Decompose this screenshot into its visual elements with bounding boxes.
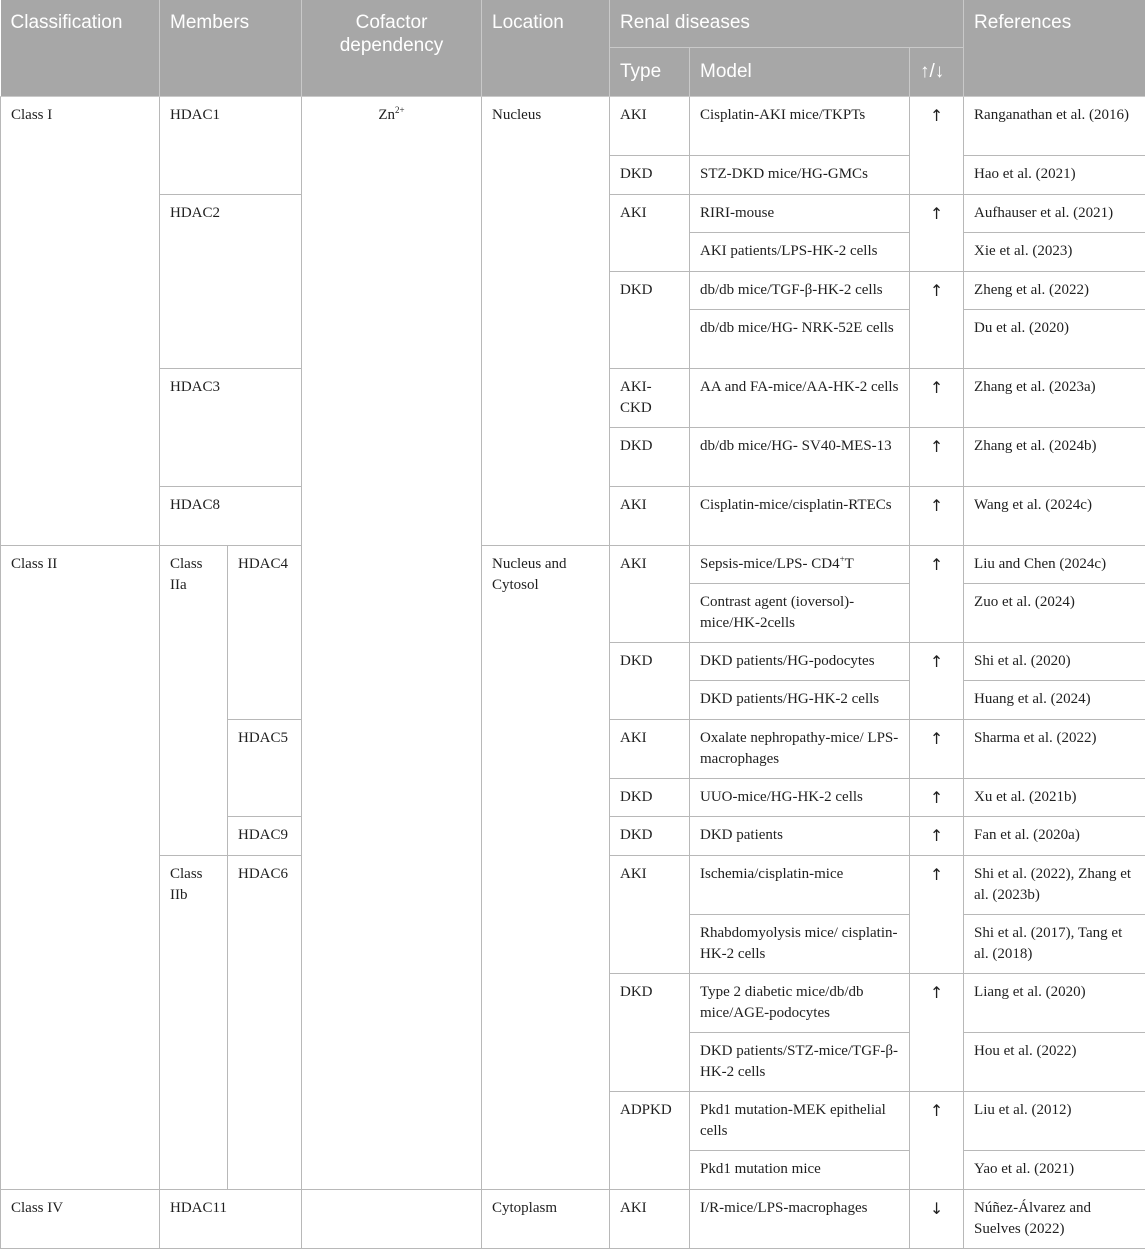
reference-cell: Shi et al. (2022), Zhang et al. (2023b)	[964, 855, 1145, 914]
type-cell: AKI	[610, 545, 690, 642]
cofactor-cell	[302, 96, 482, 1189]
up-arrow-icon: ↑	[910, 855, 964, 973]
reference-cell: Xu et al. (2021b)	[964, 778, 1145, 816]
model-cell: AA and FA-mice/AA-HK-2 cells	[690, 368, 910, 427]
type-cell: DKD	[610, 427, 690, 486]
model-cell: DKD patients/STZ-mice/TGF-β-HK-2 cells	[690, 1032, 910, 1091]
type-cell: DKD	[610, 778, 690, 816]
type-cell: DKD	[610, 155, 690, 194]
type-cell: AKI-CKD	[610, 368, 690, 427]
type-cell: AKI	[610, 194, 690, 271]
header-cofactor: Cofactor dependency	[302, 0, 482, 96]
model-cell: db/db mice/TGF-β-HK-2 cells	[690, 271, 910, 309]
member-cell: HDAC6	[228, 855, 302, 1189]
up-arrow-icon: ↑	[910, 368, 964, 427]
header-renal-diseases: Renal diseases	[610, 0, 964, 47]
header-members: Members	[160, 0, 302, 96]
model-cell: Pkd1 mutation-MEK epithelial cells	[690, 1091, 910, 1150]
reference-cell: Xie et al. (2023)	[964, 232, 1145, 271]
reference-cell: Aufhauser et al. (2021)	[964, 194, 1145, 232]
model-superscript: +	[839, 553, 845, 564]
model-cell: STZ-DKD mice/HG-GMCs	[690, 155, 910, 194]
model-cell: RIRI-mouse	[690, 194, 910, 232]
member-cell: HDAC5	[228, 719, 302, 816]
reference-cell: Liu et al. (2012)	[964, 1091, 1145, 1150]
up-arrow-icon: ↑	[910, 719, 964, 778]
reference-cell: Shi et al. (2020)	[964, 642, 1145, 680]
model-cell: UUO-mice/HG-HK-2 cells	[690, 778, 910, 816]
type-cell: DKD	[610, 271, 690, 368]
model-text: T	[844, 555, 854, 572]
up-arrow-icon: ↑	[910, 271, 964, 368]
up-arrow-icon: ↑	[910, 96, 964, 194]
class-cell: Class I	[1, 96, 160, 545]
type-cell: AKI	[610, 486, 690, 545]
model-cell: db/db mice/HG- NRK-52E cells	[690, 309, 910, 368]
member-cell: HDAC2	[160, 194, 302, 368]
reference-cell: Du et al. (2020)	[964, 309, 1145, 368]
type-cell: AKI	[610, 96, 690, 155]
header-type: Type	[610, 47, 690, 96]
reference-cell: Zhang et al. (2024b)	[964, 427, 1145, 486]
location-cell: Cytoplasm	[482, 1189, 610, 1248]
up-arrow-icon: ↑	[910, 194, 964, 271]
reference-cell: Ranganathan et al. (2016)	[964, 96, 1145, 155]
class-cell: Class II	[1, 545, 160, 1189]
reference-cell: Sharma et al. (2022)	[964, 719, 1145, 778]
header-references: References	[964, 0, 1145, 96]
header-model: Model	[690, 47, 910, 96]
reference-cell: Shi et al. (2017), Tang et al. (2018)	[964, 914, 1145, 973]
header-location: Location	[482, 0, 610, 96]
member-cell: HDAC3	[160, 368, 302, 486]
down-arrow-icon: ↓	[910, 1189, 964, 1248]
member-cell: HDAC9	[228, 816, 302, 855]
model-cell	[690, 545, 910, 583]
reference-cell: Huang et al. (2024)	[964, 680, 1145, 719]
up-arrow-icon: ↑	[910, 486, 964, 545]
reference-cell: Zhang et al. (2023a)	[964, 368, 1145, 427]
up-arrow-icon: ↑	[910, 816, 964, 855]
type-cell: DKD	[610, 642, 690, 719]
reference-cell: Yao et al. (2021)	[964, 1150, 1145, 1189]
model-cell: Rhabdomyolysis mice/ cisplatin-HK-2 cells	[690, 914, 910, 973]
reference-cell: Fan et al. (2020a)	[964, 816, 1145, 855]
up-arrow-icon: ↑	[910, 545, 964, 642]
subclass-cell: Class IIb	[160, 855, 228, 1189]
model-cell: Oxalate nephropathy-mice/ LPS-macrophages	[690, 719, 910, 778]
member-cell: HDAC1	[160, 96, 302, 194]
cofactor-superscript: 2+	[395, 104, 405, 115]
header-classification: Classification	[1, 0, 160, 96]
up-arrow-icon: ↑	[910, 778, 964, 816]
member-cell: HDAC8	[160, 486, 302, 545]
header-direction: ↑/↓	[910, 47, 964, 96]
cofactor-cell-empty	[302, 1189, 482, 1248]
table-row	[1, 545, 1145, 583]
reference-cell: Hao et al. (2021)	[964, 155, 1145, 194]
model-cell: AKI patients/LPS-HK-2 cells	[690, 232, 910, 271]
model-cell: I/R-mice/LPS-macrophages	[690, 1189, 910, 1248]
table-body	[1, 96, 1145, 1248]
reference-cell: Liang et al. (2020)	[964, 973, 1145, 1032]
type-cell: AKI	[610, 855, 690, 973]
model-cell: db/db mice/HG- SV40-MES-13	[690, 427, 910, 486]
member-cell: HDAC4	[228, 545, 302, 719]
reference-cell: Zheng et al. (2022)	[964, 271, 1145, 309]
location-cell: Nucleus	[482, 96, 610, 545]
location-cell: Nucleus and Cytosol	[482, 545, 610, 1189]
reference-cell: Hou et al. (2022)	[964, 1032, 1145, 1091]
type-cell: AKI	[610, 1189, 690, 1248]
type-cell: DKD	[610, 816, 690, 855]
model-cell: Contrast agent (ioversol)-mice/HK-2cells	[690, 583, 910, 642]
model-cell: DKD patients/HG-HK-2 cells	[690, 680, 910, 719]
model-cell: Cisplatin-AKI mice/TKPTs	[690, 96, 910, 155]
subclass-cell: Class IIa	[160, 545, 228, 855]
type-cell: ADPKD	[610, 1091, 690, 1189]
up-arrow-icon: ↑	[910, 973, 964, 1091]
table-row	[1, 96, 1145, 155]
cofactor-text: Zn	[378, 106, 396, 123]
table-row	[1, 1189, 1145, 1248]
class-cell: Class IV	[1, 1189, 160, 1248]
model-cell: Cisplatin-mice/cisplatin-RTECs	[690, 486, 910, 545]
reference-cell: Zuo et al. (2024)	[964, 583, 1145, 642]
type-cell: AKI	[610, 719, 690, 778]
type-cell: DKD	[610, 973, 690, 1091]
model-text: Sepsis-mice/LPS- CD4	[700, 555, 840, 572]
up-arrow-icon: ↑	[910, 1091, 964, 1189]
member-cell: HDAC11	[160, 1189, 302, 1248]
model-cell: Ischemia/cisplatin-mice	[690, 855, 910, 914]
reference-cell: Liu and Chen (2024c)	[964, 545, 1145, 583]
model-cell: DKD patients/HG-podocytes	[690, 642, 910, 680]
reference-cell: Wang et al. (2024c)	[964, 486, 1145, 545]
model-cell: Type 2 diabetic mice/db/db mice/AGE-podocytes	[690, 973, 910, 1032]
up-arrow-icon: ↑	[910, 427, 964, 486]
up-arrow-icon: ↑	[910, 642, 964, 719]
model-cell: DKD patients	[690, 816, 910, 855]
model-cell: Pkd1 mutation mice	[690, 1150, 910, 1189]
reference-cell: Núñez-Álvarez and Suelves (2022)	[964, 1189, 1145, 1248]
table-header	[1, 0, 1145, 96]
